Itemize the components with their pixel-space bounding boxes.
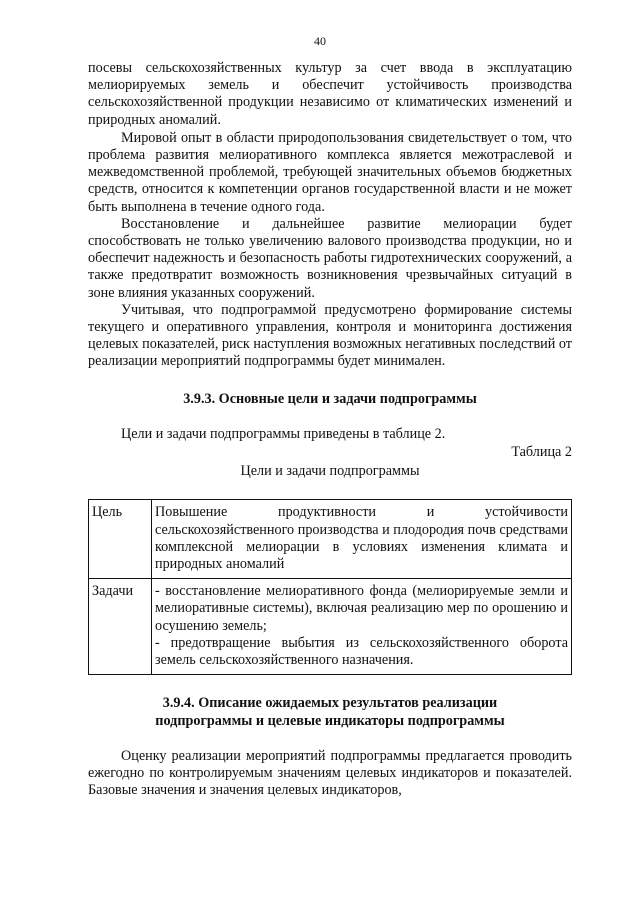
- goals-table: [88, 499, 572, 675]
- task-item: - предотвращение выбытия из сельскохозяйственного оборота земель сельскохозяйственного назначения.: [155, 634, 568, 669]
- paragraph-evaluation: Оценку реализации мероприятий подпрограммы предлагается проводить ежегодно по контролируемым значениям целевых индикаторов и показателей. Базовые значения и значения целевых индикаторов,: [88, 747, 572, 799]
- section-393-heading: 3.9.3. Основные цели и задачи подпрограммы: [183, 390, 477, 407]
- table-label: Таблица 2: [511, 444, 572, 461]
- paragraph-continuation: посевы сельскохозяйственных культур за счет ввода в эксплуатацию мелиорируемых земель и обеспечит устойчивость производства сельскохозяйственной продукции независимо от климатических изменений и природных аномалий.: [88, 60, 572, 128]
- table-row-goal: [89, 500, 572, 579]
- paragraph-risk: Учитывая, что подпрограммой предусмотрено формирование системы текущего и оперативного управления, контроля и мониторинга достижения целевых показателей, риск наступления возможных негативных последствий от реализации мероприятий подпрограммы будет минимален.: [88, 301, 572, 370]
- table-row-tasks: [89, 579, 572, 675]
- task-item: - восстановление мелиоративного фонда (мелиорируемые земли и мелиоративные системы), включая реализацию мер по орошению и осушению земель;: [155, 583, 568, 634]
- table-intro: Цели и задачи подпрограммы приведены в таблице 2.: [121, 425, 446, 442]
- table-title: Цели и задачи подпрограммы: [240, 463, 420, 480]
- tasks-text-cell: [152, 579, 572, 675]
- tasks-label-cell: Задачи: [89, 579, 152, 675]
- document-body: [88, 60, 572, 799]
- goal-text: Повышение продуктивности и устойчивости сельскохозяйственного производства и плодородия почв средствами комплексной мелиорации в условиях изменения климата и природных аномалий: [155, 504, 568, 573]
- paragraph-world-experience: Мировой опыт в области природопользования свидетельствует о том, что проблема развития мелиоративного комплекса является межотраслевой и межведомственной проблемой, требующей значительных объемов бюджетных средств, относится к компетенции органов государственной власти и не может быть выполнена в течение одного года.: [88, 129, 572, 215]
- goal-text-cell: [152, 500, 572, 579]
- goal-label-cell: Цель: [89, 500, 152, 579]
- section-394-heading-line1: 3.9.4. Описание ожидаемых результатов реализации: [162, 695, 498, 712]
- page-number: 40: [314, 34, 326, 48]
- paragraph-restoration: Восстановление и дальнейшее развитие мелиорации будет способствовать не только увеличению валового производства продукции, но и обеспечит надежность и безопасность работы гидротехнических сооружений, а также предотвратит возможность возникновения чрезвычайных ситуаций в зоне влияния указанных сооружений.: [88, 215, 572, 301]
- section-394-heading-line2: подпрограммы и целевые индикаторы подпрограммы: [155, 712, 505, 729]
